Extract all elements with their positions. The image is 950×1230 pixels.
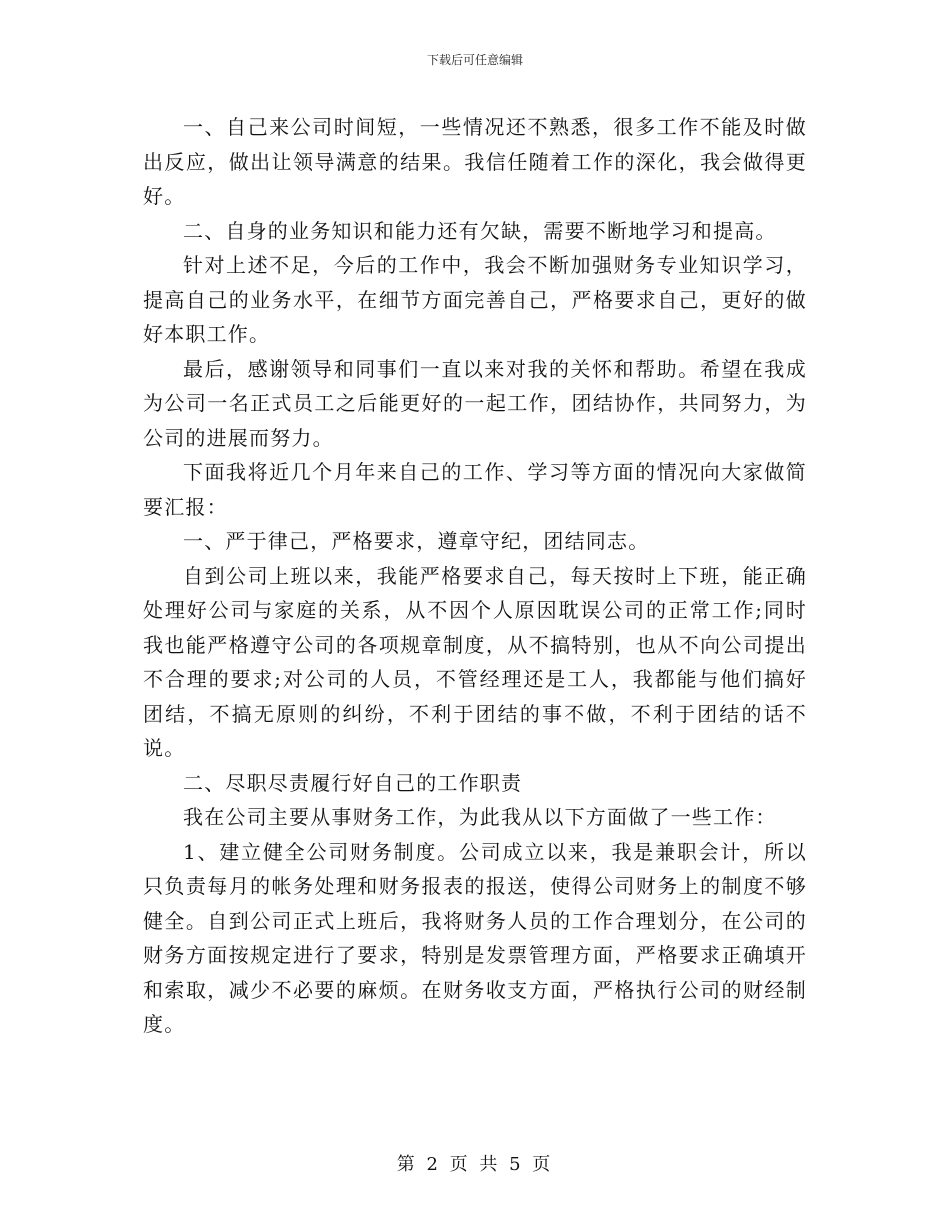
paragraph-9: 我在公司主要从事财务工作，为此我从以下方面做了一些工作： (183, 805, 777, 829)
paragraph-5: 下面我将近几个月年来自己的工作、学习等方面的情况向大家做简要汇报： (143, 460, 807, 519)
paragraph-6: 一、严于律己，严格要求，遵章守纪，团结同志。 (183, 529, 650, 553)
page-number-footer: 第 2 页 共 5 页 (396, 1154, 554, 1175)
paragraph-10: 1、建立健全公司财务制度。公司成立以来，我是兼职会计，所以只负责每月的帐务处理和财务报表的报送，使得公司财务上的制度不够健全。自到公司正式上班后，我将财务人员的工作合理划分，在公司的财务方面按规定进行了要求，特别是发票管理方面，严格要求正确填开和索取，减少不必要的麻烦。在财务收支方面，严格执行公司的财经制度。 (143, 839, 807, 1036)
paragraph-3: 针对上述不足，今后的工作中，我会不断加强财务专业知识学习，提高自己的业务水平，在细节方面完善自己，严格要求自己，更好的做好本职工作。 (143, 253, 807, 346)
paragraph-7: 自到公司上班以来，我能严格要求自己，每天按时上下班，能正确处理好公司与家庭的关系，从不因个人原因耽误公司的正常工作;同时我也能严格遵守公司的各项规章制度，从不搞特别，也从不向公司提出不合理的要求;对公司的人员，不管经理还是工人，我都能与他们搞好团结，不搞无原则的纠纷，不利于团结的事不做，不利于团结的话不说。 (143, 563, 807, 760)
paragraph-2: 二、自身的业务知识和能力还有欠缺，需要不断地学习和提高。 (183, 218, 777, 243)
document-body (143, 110, 807, 1042)
page-header: 下载后可任意编辑 (426, 53, 523, 67)
paragraph-1: 一、自己来公司时间短，一些情况还不熟悉，很多工作不能及时做出反应，做出让领导满意的结果。我信任随着工作的深化，我会做得更好。 (143, 115, 807, 208)
paragraph-8: 二、尽职尽责履行好自己的工作职责 (183, 770, 523, 795)
paragraph-4: 最后，感谢领导和同事们一直以来对我的关怀和帮助。希望在我成为公司一名正式员工之后能更好的一起工作，团结协作，共同努力，为公司的进展而努力。 (143, 356, 807, 450)
